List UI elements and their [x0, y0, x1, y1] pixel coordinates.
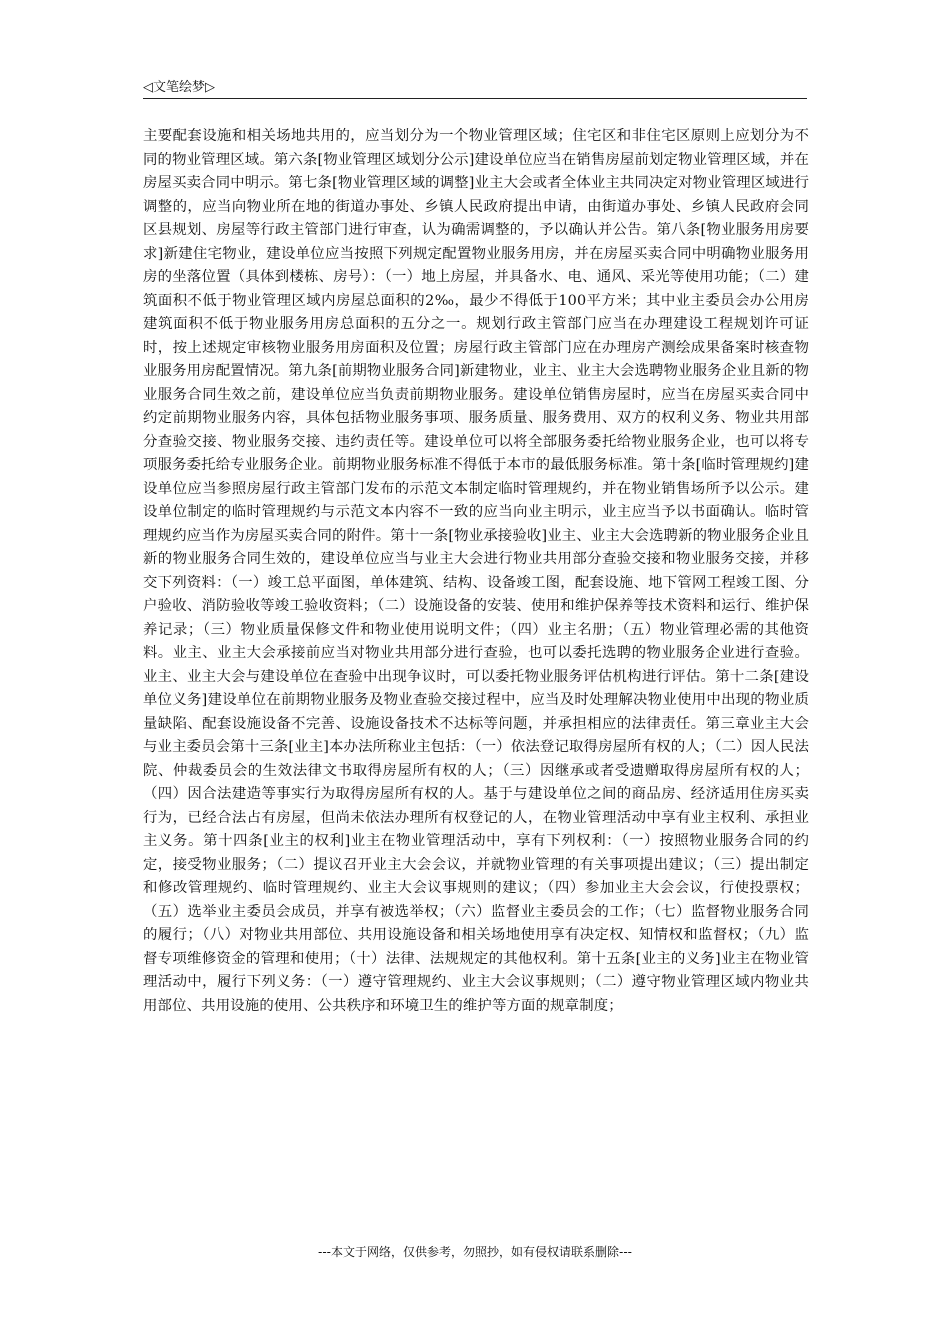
page-footer-disclaimer: ---本文于网络，仅供参考，勿照抄，如有侵权请联系删除--- [318, 1245, 632, 1259]
page-header [143, 74, 807, 99]
document-body-text: 主要配套设施和相关场地共用的，应当划分为一个物业管理区域；住宅区和非住宅区原则上应划分为不同的物业管理区域。第六条[物业管理区域划分公示]建设单位应当在销售房屋前划定物业管理区域，并在房屋买卖合同中明示。第七条[物业管理区域的调整]业主大会或者全体业主共同决定对物业管理区域进行调整的，应当向物业所在地的街道办事处、乡镇人民政府提出申请，由街道办事处、乡镇人民政府会同区县规划、房屋等行政主管部门进行审查，认为确需调整的，予以确认并公告。第八条[物业服务用房要求]新建住宅物业，建设单位应当按照下列规定配置物业服务用房，并在房屋买卖合同中明确物业服务用房的坐落位置（具体到楼栋、房号）：（一）地上房屋，并具备水、电、通风、采光等使用功能；（二）建筑面积不低于物业管理区域内房屋总面积的2‰，最少不得低于100平方米；其中业主委员会办公用房建筑面积不低于物业服务用房总面积的五分之一。规划行政主管部门应当在办理建设工程规划许可证时，按上述规定审核物业服务用房面积及位置；房屋行政主管部门应在办理房产测绘成果备案时核查物业服务用房配置情况。第九条[前期物业服务合同]新建物业，业主、业主大会选聘物业服务企业且新的物业服务合同生效之前，建设单位应当负责前期物业服务。建设单位销售房屋时，应当在房屋买卖合同中约定前期物业服务内容，具体包括物业服务事项、服务质量、服务费用、双方的权利义务、物业共用部分查验交接、物业服务交接、违约责任等。建设单位可以将全部服务委托给物业服务企业，也可以将专项服务委托给专业服务企业。前期物业服务标准不得低于本市的最低服务标准。第十条[临时管理规约]建设单位应当参照房屋行政主管部门发布的示范文本制定临时管理规约，并在物业销售场所予以公示。建设单位制定的临时管理规约与示范文本内容不一致的应当向业主明示，业主应当予以书面确认。临时管理规约应当作为房屋买卖合同的附件。第十一条[物业承接验收]业主、业主大会选聘新的物业服务企业且新的物业服务合同生效的，建设单位应当与业主大会进行物业共用部分查验交接和物业服务交接，并移交下列资料：（一）竣工总平面图，单体建筑、结构、设备竣工图，配套设施、地下管网工程竣工图、分户验收、消防验收等竣工验收资料；（二）设施设备的安装、使用和维护保养等技术资料和运行、维护保养记录；（三）物业质量保修文件和物业使用说明文件；（四）业主名册；（五）物业管理必需的其他资料。业主、业主大会承接前应当对物业共用部分进行查验，也可以委托选聘的物业服务企业进行查验。业主、业主大会与建设单位在查验中出现争议时，可以委托物业服务评估机构进行评估。第十二条[建设单位义务]建设单位在前期物业服务及物业查验交接过程中，应当及时处理解决物业使用中出现的物业质量缺陷、配套设施设备不完善、设施设备技术不达标等问题，并承担相应的法律责任。第三章业主大会与业主委员会第十三条[业主]本办法所称业主包括：（一）依法登记取得房屋所有权的人；（二）因人民法院、仲裁委员会的生效法律文书取得房屋所有权的人；（三）因继承或者受遗赠取得房屋所有权的人；（四）因合法建造等事实行为取得房屋所有权的人。基于与建设单位之间的商品房、经济适用住房买卖行为，已经合法占有房屋，但尚未依法办理所有权登记的人，在物业管理活动中享有业主权利、承担业主义务。第十四条[业主的权利]业主在物业管理活动中，享有下列权利：（一）按照物业服务合同的约定，接受物业服务；（二）提议召开业主大会会议，并就物业管理的有关事项提出建议；（三）提出制定和修改管理规约、临时管理规约、业主大会议事规则的建议；（四）参加业主大会会议，行使投票权；（五）选举业主委员会成员，并享有被选举权；（六）监督业主委员会的工作；（七）监督物业服务合同的履行；（八）对物业共用部位、共用设施设备和相关场地使用享有决定权、知情权和监督权；（九）监督专项维修资金的管理和使用；（十）法律、法规规定的其他权利。第十五条[业主的义务]业主在物业管理活动中，履行下列义务：（一）遵守管理规约、业主大会议事规则；（二）遵守物业管理区域内物业共用部位、共用设施的使用、公共秩序和环境卫生的维护等方面的规章制度； [143, 128, 810, 1014]
header-title: ◁文笔绘梦▷ [143, 80, 215, 95]
